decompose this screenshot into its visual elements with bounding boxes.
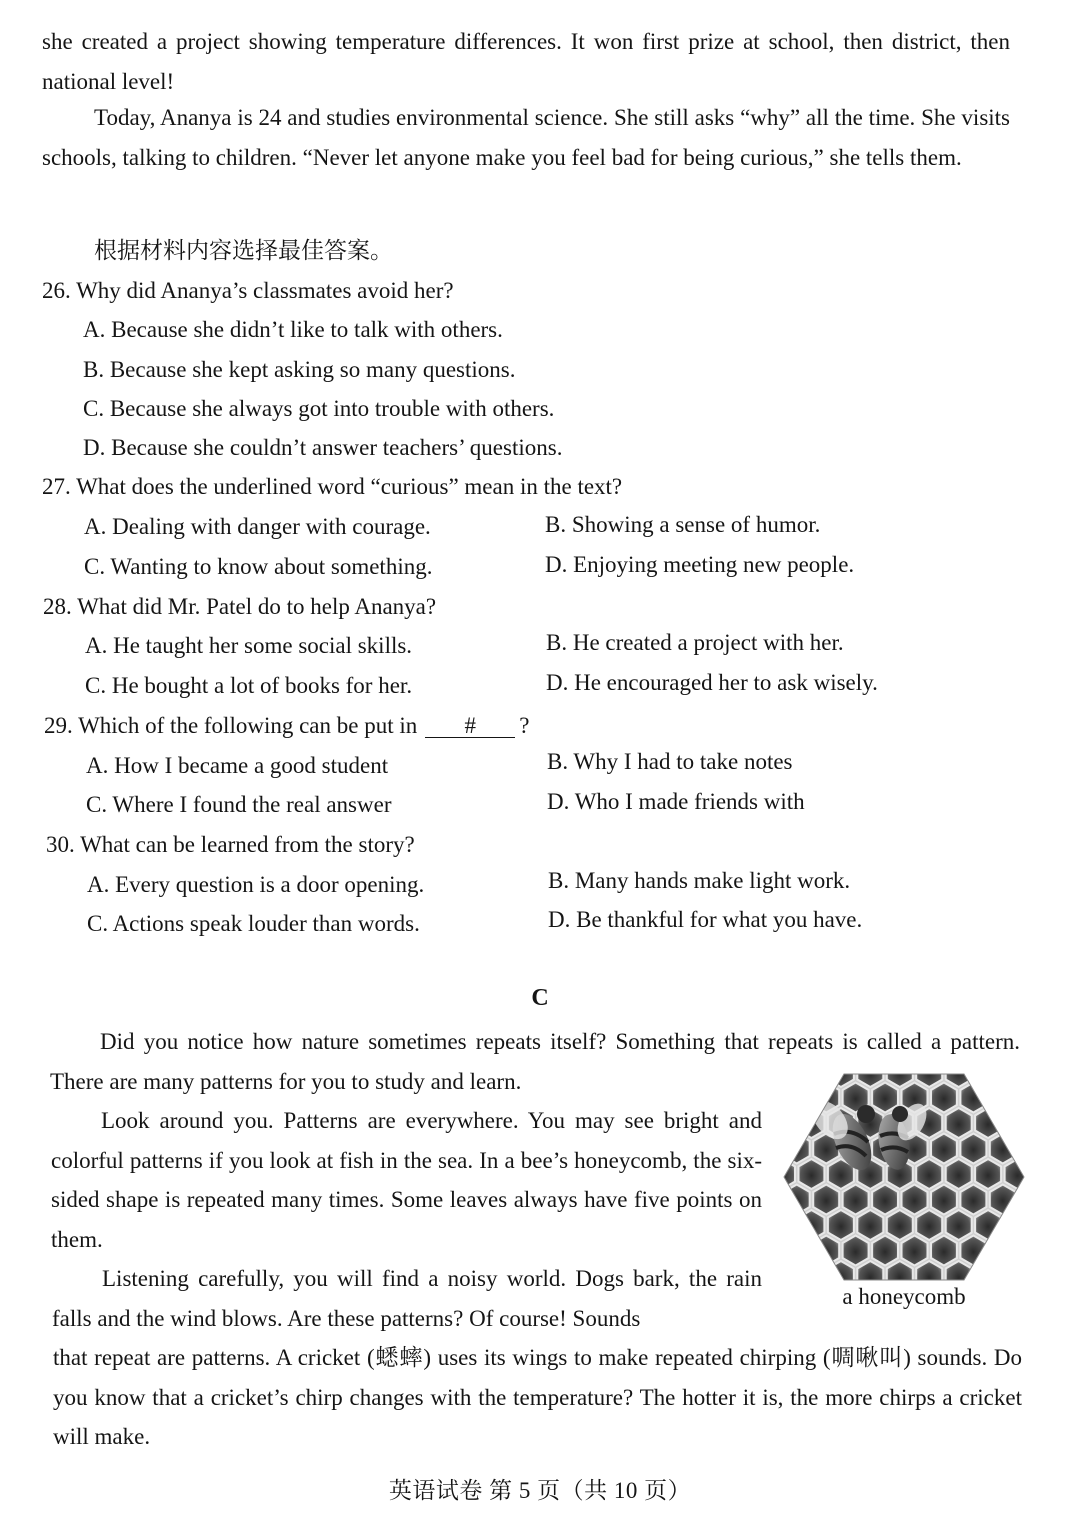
q30-option-b[interactable]: B. Many hands make light work. [548, 868, 851, 893]
honeycomb-cell [975, 1210, 1001, 1240]
honeycomb-cell [1005, 1108, 1026, 1138]
q29-option-a[interactable]: A. How I became a good student [86, 753, 389, 778]
section-c-title: C [531, 985, 549, 1011]
honeycomb-cell [784, 1083, 810, 1113]
q28-option-d[interactable]: D. He encouraged her to ask wisely. [546, 670, 878, 695]
honeycomb-cell [1005, 1072, 1026, 1087]
figure-caption: a honeycomb [842, 1284, 966, 1309]
honeycomb-cell [872, 1185, 898, 1215]
honeycomb-cell [872, 1083, 898, 1113]
passage-c-para3-top: Listening carefully, you will find a noisy world. Dogs bark, the rain falls and the wind blows. Are these patterns? Of course! Sounds [52, 1266, 762, 1331]
q29-option-c[interactable]: C. Where I found the real answer [86, 792, 392, 817]
honeycomb-cell [857, 1210, 883, 1240]
question-29-stem [44, 711, 529, 741]
honeycomb-cell [931, 1236, 957, 1266]
honeycomb-cell [1019, 1185, 1026, 1215]
honeycomb-cell [931, 1185, 957, 1215]
q30-option-d[interactable]: D. Be thankful for what you have. [548, 907, 863, 932]
honeycomb-cell [902, 1185, 928, 1215]
q28-option-a[interactable]: A. He taught her some social skills. [85, 633, 413, 658]
honeycomb-cell [990, 1134, 1016, 1164]
honeycomb-cell [975, 1159, 1001, 1189]
honeycomb-cell [916, 1210, 942, 1240]
question-29-end: ? [519, 713, 530, 738]
honeycomb-cell [960, 1236, 986, 1266]
honeycomb-cell [960, 1134, 986, 1164]
honeycomb-cell [813, 1236, 839, 1266]
honeycomb-cell [1019, 1083, 1026, 1113]
honeycomb-cell [960, 1083, 986, 1113]
honeycomb-cell [782, 1210, 795, 1240]
honeycomb-cell [799, 1159, 825, 1189]
q26-option-c[interactable]: C. Because she always got into trouble with others. [83, 396, 555, 421]
question-30-stem: 30. What can be learned from the story? [46, 832, 415, 857]
honeycomb-cell [843, 1185, 869, 1215]
honeycomb-cell [931, 1134, 957, 1164]
honeycomb-cell [990, 1236, 1016, 1266]
honeycomb-cell [990, 1083, 1016, 1113]
honeycomb-cell [1019, 1236, 1026, 1266]
honeycomb-cell [1019, 1134, 1026, 1164]
honeycomb-cell [782, 1072, 795, 1087]
q29-option-b[interactable]: B. Why I had to take notes [547, 749, 793, 774]
q30-option-c[interactable]: C. Actions speak louder than words. [87, 911, 420, 936]
honeycomb-cell [782, 1108, 795, 1138]
honeycomb-cell [902, 1236, 928, 1266]
question-29-text: 29. Which of the following can be put in [44, 713, 418, 738]
q28-option-c[interactable]: C. He bought a lot of books for her. [85, 673, 413, 698]
honeycomb-cell [960, 1185, 986, 1215]
q27-option-b[interactable]: B. Showing a sense of humor. [545, 512, 821, 537]
honeycomb-cell [975, 1072, 1001, 1087]
honeycomb-cell [975, 1261, 1001, 1282]
honeycomb-cell [990, 1185, 1016, 1215]
passage-b-para2: Today, Ananya is 24 and studies environmental science. She still asks “why” all the time. She visits schools, talking to children. “Never let anyone make you feel bad for being curious,” she tells them. [42, 105, 1010, 170]
q26-option-a[interactable]: A. Because she didn’t like to talk with others. [83, 317, 503, 342]
honeycomb-cell [931, 1083, 957, 1113]
question-26-stem: 26. Why did Ananya’s classmates avoid her? [42, 278, 454, 303]
honeycomb-cell [946, 1210, 972, 1240]
q27-option-d[interactable]: D. Enjoying meeting new people. [545, 552, 855, 577]
q26-option-d[interactable]: D. Because she couldn’t answer teachers’ questions. [83, 435, 563, 460]
passage-c-para1: Did you notice how nature sometimes repeats itself? Something that repeats is called a pattern. There are many patterns for you to study and learn. [50, 1029, 1020, 1094]
q26-option-b[interactable]: B. Because she kept asking so many questions. [83, 357, 516, 382]
honeycomb-cell [975, 1108, 1001, 1138]
honeycomb-image [782, 1072, 1026, 1282]
passage-c-para3-bottom: that repeat are patterns. A cricket (蟋蟀) uses its wings to make repeated chirping (啁啾叫) sounds. Do you know that a cricket’s chirp changes with the temperature? The hotter it is, the more chirps a cricket will make. [53, 1345, 1022, 1449]
question-27-stem: 27. What does the underlined word “curious” mean in the text? [42, 474, 623, 499]
q27-option-a[interactable]: A. Dealing with danger with courage. [84, 514, 431, 539]
honeycomb-cell [946, 1159, 972, 1189]
question-28-stem: 28. What did Mr. Patel do to help Ananya? [43, 594, 437, 619]
honeycomb-figure [782, 1072, 1026, 1310]
q27-option-c[interactable]: C. Wanting to know about something. [84, 554, 433, 579]
honeycomb-cell [1005, 1261, 1026, 1282]
honeycomb-cell [946, 1108, 972, 1138]
honeycomb-cell [782, 1261, 795, 1282]
answer-blank[interactable]: # [425, 715, 515, 738]
honeycomb-cell [1005, 1210, 1026, 1240]
honeycomb-cell [799, 1072, 825, 1087]
honeycomb-cell [916, 1159, 942, 1189]
honeycomb-cell [799, 1261, 825, 1282]
q29-option-d[interactable]: D. Who I made friends with [547, 789, 805, 814]
passage-b-para1-end: she created a project showing temperature differences. It won first prize at school, then district, then national level! [42, 29, 1010, 94]
q28-option-b[interactable]: B. He created a project with her. [546, 630, 844, 655]
honeycomb-cell [784, 1236, 810, 1266]
page-footer: 英语试卷 第 5 页（共 10 页） [388, 1478, 692, 1503]
honeycomb-cell [887, 1210, 913, 1240]
honeycomb-cell [784, 1134, 810, 1164]
honeycomb-cell [828, 1210, 854, 1240]
q30-option-a[interactable]: A. Every question is a door opening. [87, 872, 425, 897]
honeycomb-cell [813, 1185, 839, 1215]
passage-c-para2: Look around you. Patterns are everywhere. You may see bright and colorful patterns if you look at fish in the sea. In a bee’s honeycomb, the six-sided shape is repeated many times. Some leaves always have five points on them. [51, 1108, 762, 1252]
honeycomb-cell [872, 1236, 898, 1266]
honeycomb-cell [843, 1236, 869, 1266]
instruction: 根据材料内容选择最佳答案。 [94, 238, 393, 263]
